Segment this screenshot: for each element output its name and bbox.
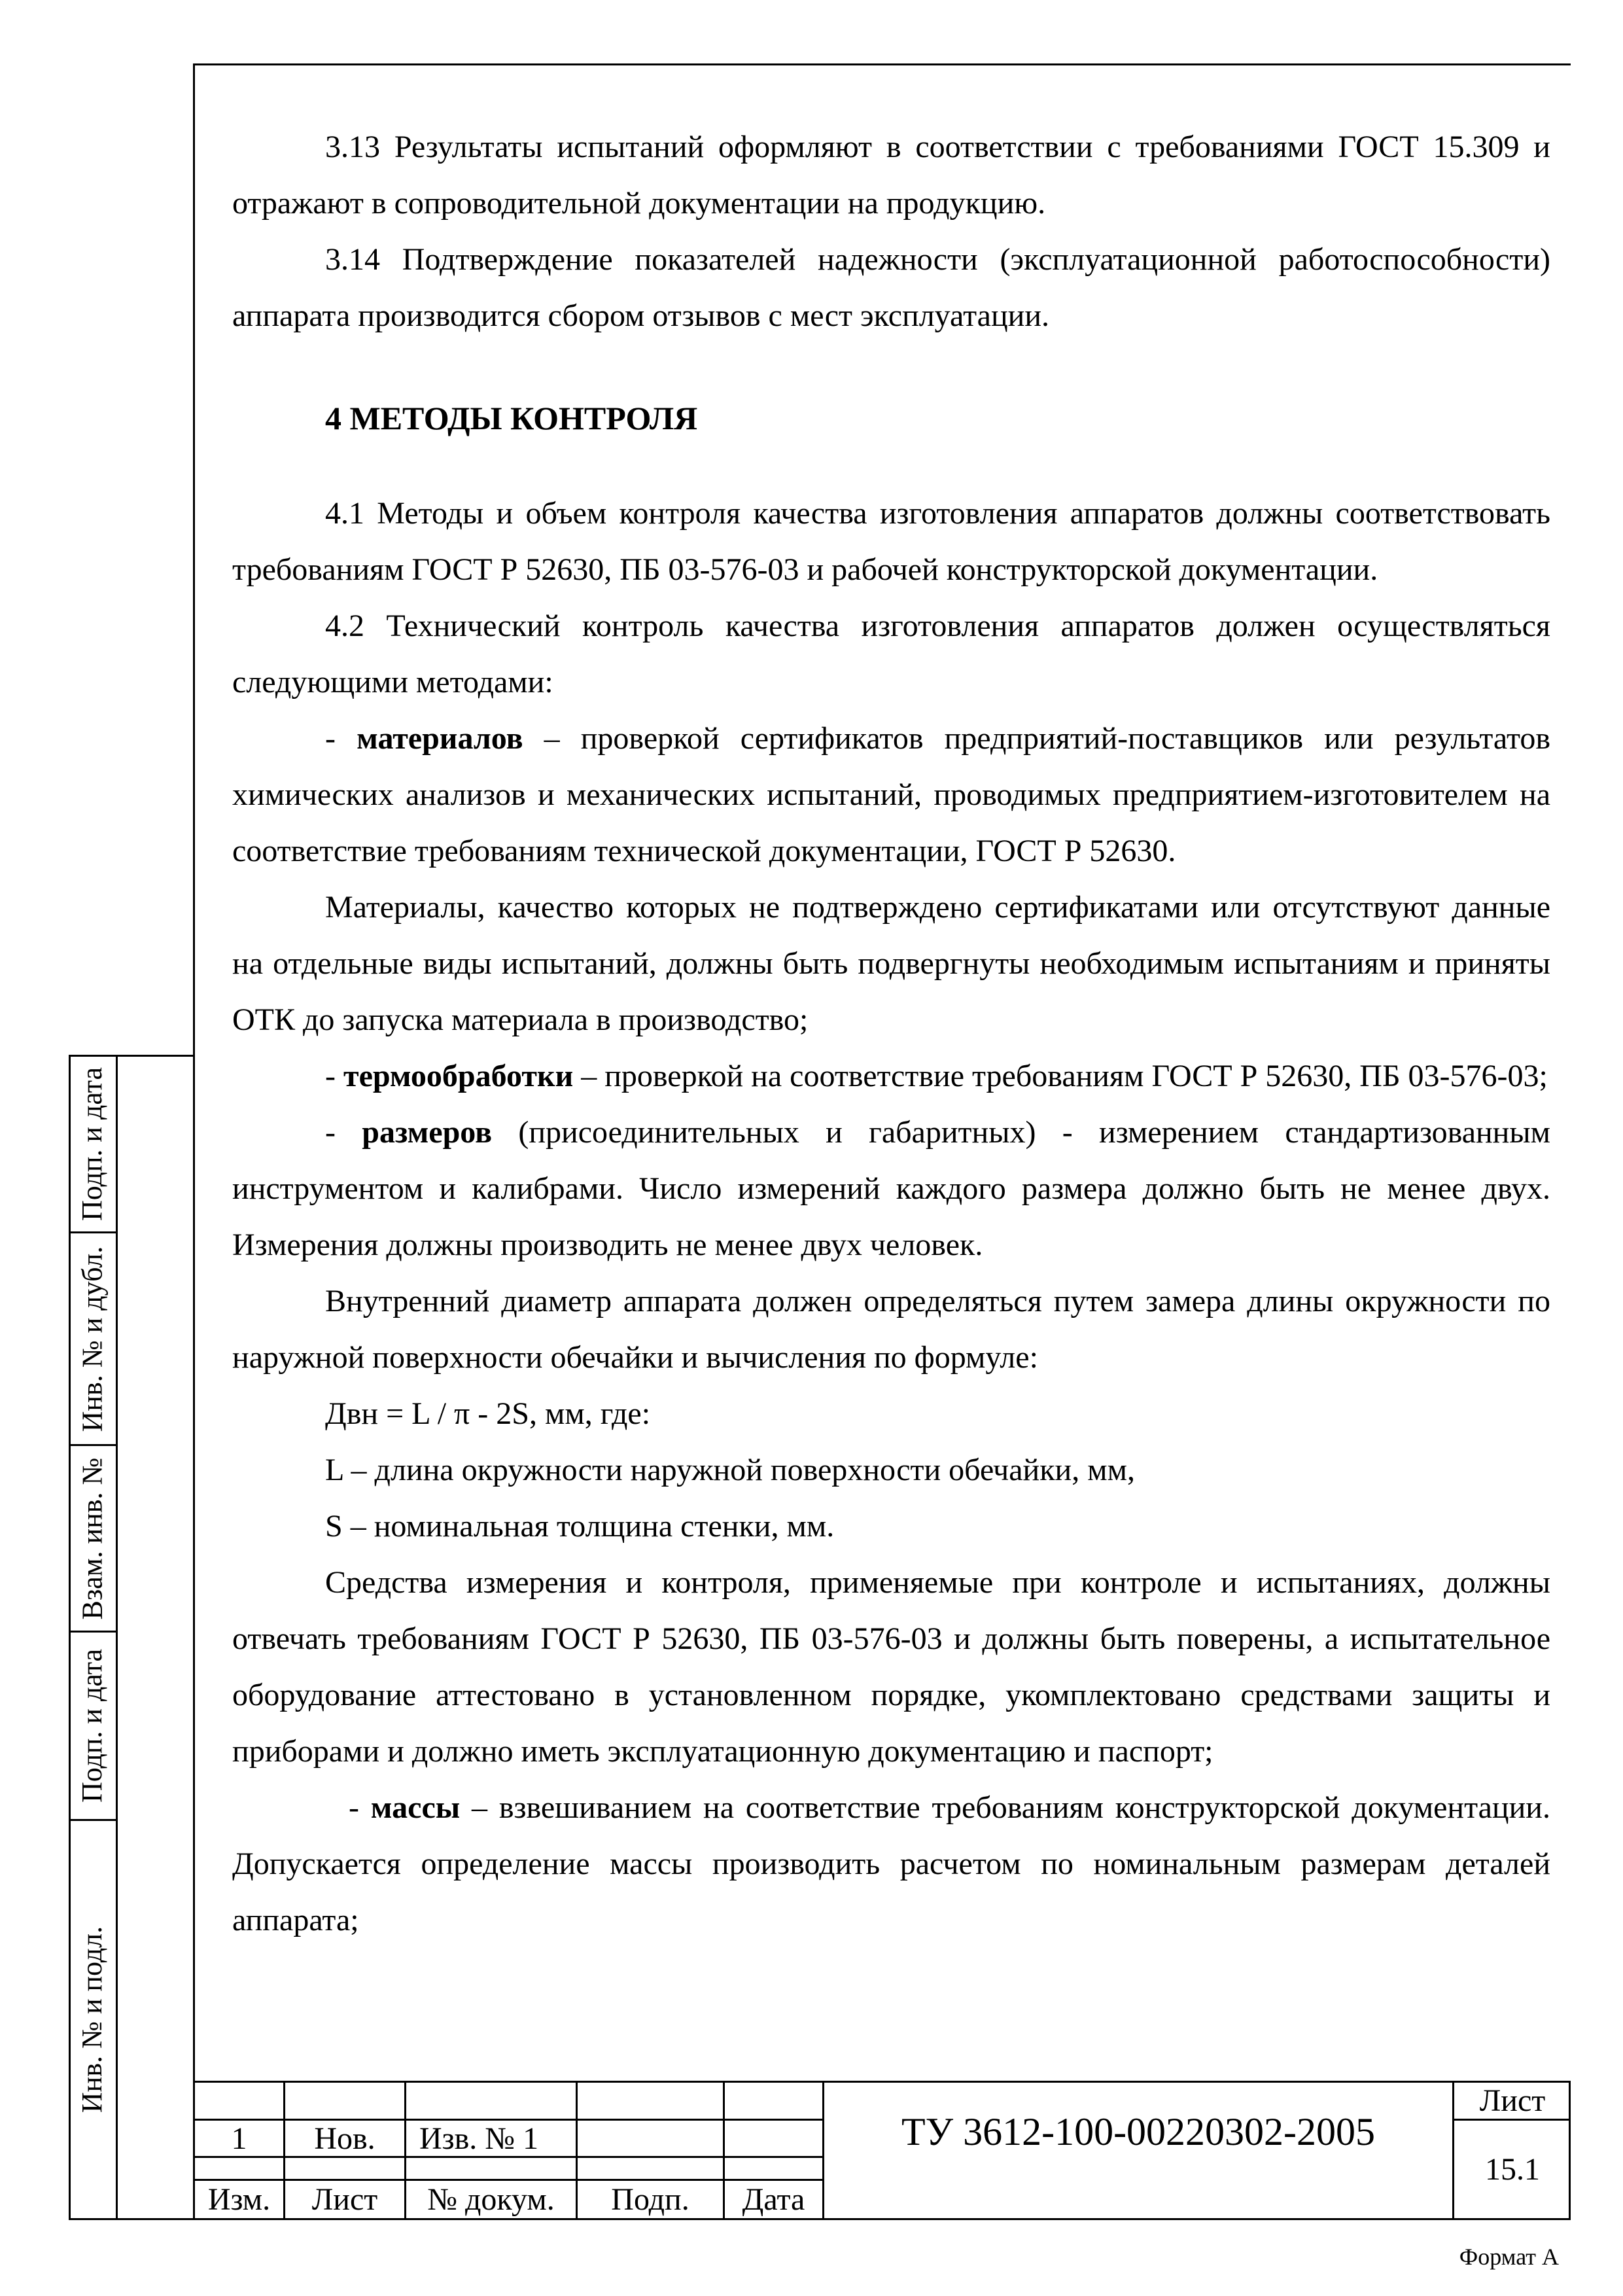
rev-document: Изв. № 1 — [419, 2121, 539, 2156]
list-item-mass: - массы – взвешиванием на соответствие требованиям конструкторской документации. Допускается определение массы производить расчетом по номинальным размерам деталей аппарата; — [232, 1790, 1550, 1937]
section-heading: 4 МЕТОДЫ КОНТРОЛЯ — [325, 400, 698, 436]
side-cell-vzam-inv: Взам. инв. № — [76, 1457, 109, 1619]
side-cell-inv-podl: Инв. № и подл. — [76, 1926, 109, 2113]
side-cell-podp-data-1: Подп. и дата — [76, 1067, 109, 1222]
paragraph-3-13: 3.13 Результаты испытаний оформляют в соответствии с требованиями ГОСТ 15.309 и отражают в сопроводительной документации на продукцию. — [232, 130, 1550, 221]
term-dimensions: размеров — [362, 1115, 493, 1150]
header-list: Лист — [311, 2182, 378, 2217]
header-doc-number: № докум. — [427, 2182, 555, 2217]
sheet-number: 15.1 — [1485, 2152, 1540, 2187]
paragraph-inner-diameter: Внутренний диаметр аппарата должен определяться путем замера длины окружности по наружной поверхности обечайки и вычисления по формуле: — [232, 1284, 1550, 1375]
document-body — [232, 119, 1550, 1949]
formula: Двн = L / π - 2S, мм, где: — [325, 1396, 651, 1431]
document-code: ТУ 3612-100-00220302-2005 — [901, 2110, 1376, 2153]
paragraph-measuring-tools: Средства измерения и контроля, применяемые при контроле и испытаниях, должны отвечать требованиям ГОСТ Р 52630, ПБ 03-576-03 и должны быть поверены, а испытательное оборудование аттестовано в установленном порядке, укомплектовано средствами защиты и приборами и должно иметь эксплуатационную документацию и паспорт; — [232, 1565, 1550, 1769]
rev-sheet: Нов. — [314, 2121, 375, 2156]
header-signature: Подп. — [611, 2182, 689, 2217]
paragraph-4-1: 4.1 Методы и объем контроля качества изготовления аппаратов должны соответствовать требованиям ГОСТ Р 52630, ПБ 03-576-03 и рабочей конструкторской документации. — [232, 496, 1550, 587]
frame-left — [193, 63, 195, 2220]
format-note: Формат А — [1459, 2244, 1559, 2270]
list-item-materials: - материалов – проверкой сертификатов предприятий-поставщиков или результатов химических анализов и механических испытаний, проводимых предприятием-изготовителем на соответствие требованиям технической документации, ГОСТ Р 52630. — [232, 721, 1550, 868]
term-heat-treatment: термообработки — [343, 1059, 574, 1093]
header-izm: Изм. — [207, 2182, 271, 2217]
frame-bottom — [69, 2218, 1571, 2220]
term-mass: массы — [370, 1790, 461, 1825]
list-item-dimensions: - размеров (присоединительных и габаритных) - измерением стандартизованным инструментом и калибрами. Число измерений каждого размера должно быть не менее двух. Измерения должны производить не менее двух человек. — [232, 1115, 1550, 1262]
frame-top — [193, 63, 1571, 65]
paragraph-4-2: 4.2 Технический контроль качества изготовления аппаратов должен осуществляться следующими методами: — [232, 609, 1550, 699]
sheet-label: Лист — [1479, 2083, 1546, 2118]
term-materials: материалов — [357, 721, 523, 756]
paragraph-materials-note: Материалы, качество которых не подтверждено сертификатами или отсутствуют данные на отдельные виды испытаний, должны быть подвергнуты необходимым испытаниям и приняты ОТК до запуска материала в производство; — [232, 890, 1550, 1037]
side-cell-inv-dubl: Инв. № и дубл. — [76, 1246, 109, 1432]
definition-l: L – длина окружности наружной поверхности обечайки, мм, — [325, 1453, 1135, 1487]
definition-s: S – номинальная толщина стенки, мм. — [325, 1509, 835, 1544]
paragraph-3-14: 3.14 Подтверждение показателей надежности (эксплуатационной работоспособности) аппарата производится сбором отзывов с мест эксплуатации. — [232, 242, 1550, 333]
side-cell-podp-data-2: Подп. и дата — [76, 1648, 109, 1803]
list-item-heat-treatment: - термообработки – проверкой на соответствие требованиям ГОСТ Р 52630, ПБ 03-576-03; — [325, 1059, 1548, 1093]
header-date: Дата — [742, 2182, 805, 2217]
rev-number: 1 — [231, 2121, 247, 2156]
